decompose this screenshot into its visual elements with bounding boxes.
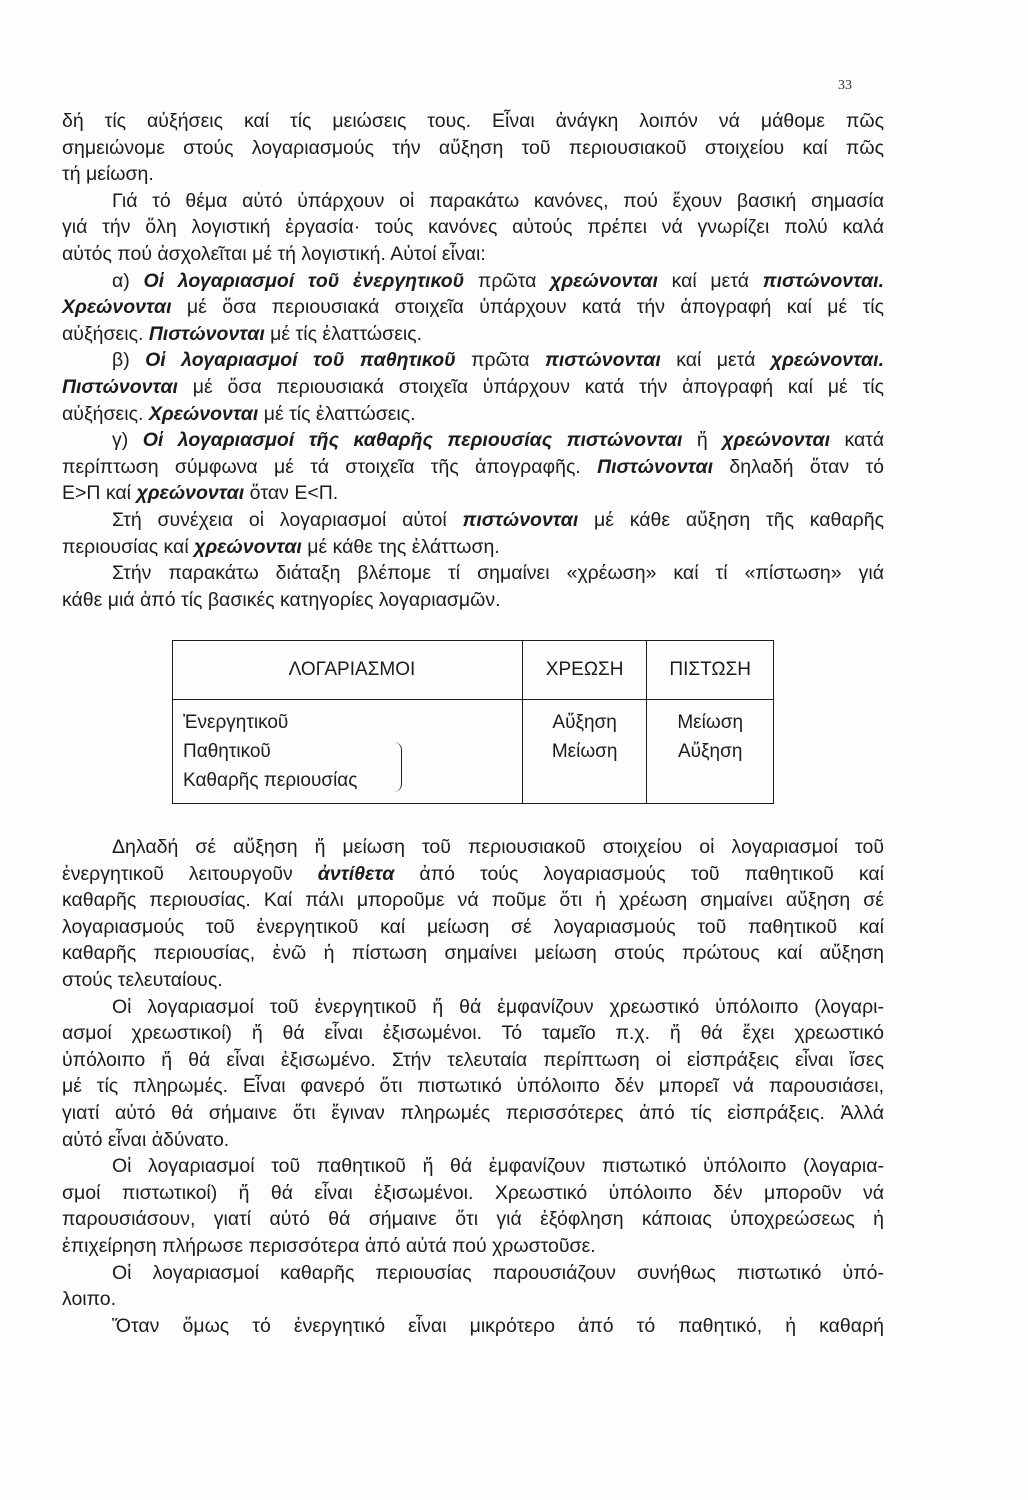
text-line xyxy=(62,347,884,374)
text-run: πρῶτα xyxy=(455,349,545,372)
accounts-table xyxy=(172,640,774,804)
text-run: λογαριασμούς τοῦ ἐνεργητικοῦ καί μείωση σέ λογαριασμούς τοῦ παθητικοῦ καί xyxy=(62,915,884,938)
emphasis-text: Χρεώνονται xyxy=(148,402,259,425)
text-run: ἐπιχείρηση πλήρωσε περισσότερα ἀπό αὐτά πού χρωστοῦσε. xyxy=(62,1234,596,1257)
text-run: Οἱ λογαριασμοί καθαρῆς περιουσίας παρουσιάζουν συνήθως πιστωτικό ὑπό- xyxy=(112,1261,884,1284)
text-run: ἀπό τούς λογαριασμούς τοῦ παθητικοῦ καί xyxy=(394,862,884,885)
text-run: μέ τίς ἐλαττώσεις. xyxy=(258,402,416,425)
text-run: Στήν παρακάτω διάταξη βλέπομε τί σημαίνει «χρέωση» καί τί «πίστωση» γιά xyxy=(112,562,884,585)
text-run: μέ κάθε της ἐλάττωση. xyxy=(301,535,500,558)
text-run: ασμοί χρεωστικοί) ἤ θά εἶναι ἐξισωμένοι. Τό ταμεῖο π.χ. ἤ θά ἔχει χρεωστικό xyxy=(62,1022,884,1045)
text-run: στούς τελευταίους. xyxy=(62,968,223,991)
text-line xyxy=(62,1153,884,1180)
text-line xyxy=(62,188,884,215)
text-run: α) xyxy=(112,269,144,292)
debit-cell xyxy=(522,700,646,804)
account-liabilities: Παθητικοῦ xyxy=(183,741,271,762)
text-run: δηλαδή ὅταν τό xyxy=(713,455,884,478)
text-line xyxy=(62,861,884,888)
text-line xyxy=(62,401,884,428)
header-accounts: ΛΟΓΑΡΙΑΣΜΟΙ xyxy=(173,641,523,700)
text-run: μέ κάθε αὔξηση τῆς καθαρῆς xyxy=(578,508,885,531)
text-line xyxy=(62,1047,884,1074)
text-run: Ὅταν ὅμως τό ἐνεργητικό εἶναι μικρότερο ἀπό τό παθητικό, ἡ καθαρή xyxy=(112,1314,884,1337)
text-line xyxy=(62,887,884,914)
text-line xyxy=(62,914,884,941)
text-run: μέ ὅσα περιουσιακά στοιχεῖα ὑπάρχουν κατά τήν ἀπογραφή καί μέ τίς xyxy=(171,296,884,319)
text-line xyxy=(62,214,884,241)
credit-liabilities-networth: Αὔξηση xyxy=(677,741,743,762)
text-run: μέ τίς ἐλαττώσεις. xyxy=(264,322,423,345)
text-run: Γιά τό θέμα αὐτό ὑπάρχουν οἱ παρακάτω κανόνες, πού ἔχουν βασική σημασία xyxy=(112,189,884,212)
text-run: ἤ xyxy=(682,429,723,452)
top-paragraphs xyxy=(62,108,884,613)
text-line xyxy=(62,241,884,268)
text-line xyxy=(62,294,884,321)
table-body-row xyxy=(173,700,774,804)
text-run: γιά τήν ὅλη λογιστική ἐργασία· τούς κανόνες αὐτούς πρέπει νά γνωρίζει πολύ καλά xyxy=(62,216,884,239)
text-run: Δηλαδή σέ αὔξηση ἤ μείωση τοῦ περιουσιακοῦ στοιχείου οἱ λογαριασμοί τοῦ xyxy=(112,836,884,858)
credit-cell xyxy=(647,700,774,804)
emphasis-text: Χρεώνονται xyxy=(62,296,172,319)
text-run: λοιπο. xyxy=(62,1288,117,1311)
emphasis-text: χρεώνονται xyxy=(722,429,831,452)
text-run: καθαρῆς περιουσίας. Καί πάλι μποροῦμε νά ποῦμε ὅτι ἡ χρέωση σημαίνει αὔξηση σέ xyxy=(62,889,884,912)
text-run: αὐτός πού ἀσχολεῖται μέ τή λογιστική. Αὐτοί εἶναι: xyxy=(62,242,486,265)
text-line xyxy=(62,427,884,454)
text-run: αὐτό εἶναι ἀδύνατο. xyxy=(62,1128,230,1151)
debit-liabilities-networth: Μείωση xyxy=(551,741,618,762)
text-run: Στή συνέχεια οἱ λογαριασμοί αὐτοί xyxy=(112,508,463,531)
text-run: καί μετά xyxy=(660,349,771,372)
text-run: αὐξήσεις. xyxy=(62,402,149,425)
text-run: σημειώνομε στούς λογαριασμούς τήν αὔξηση τοῦ περιουσιακοῦ στοιχείου καί πῶς xyxy=(62,136,884,159)
text-line xyxy=(62,507,884,534)
text-run: ὑπόλοιπο ἤ θά εἶναι ἐξισωμένο. Στήν τελευταία περίπτωση οἱ εἰσπράξεις εἶναι ἴσες xyxy=(62,1048,884,1071)
brace-icon xyxy=(393,742,402,792)
text-run: σμοί πιστωτικοί) ἤ θά εἶναι ἐξισωμένοι. Χρεωστικό ὑπόλοιπο δέν μποροῦν νά xyxy=(62,1181,884,1204)
emphasis-text: ἀντίθετα xyxy=(317,862,395,885)
text-run: δή τίς αὐξήσεις καί τίς μειώσεις τους. Εἶναι ἀνάγκη λοιπόν νά μάθομε πῶς xyxy=(62,110,884,132)
text-run: τή μείωση. xyxy=(62,163,154,186)
account-net-worth: Καθαρῆς περιουσίας xyxy=(183,770,358,791)
emphasis-text: Οἱ λογαριασμοί τοῦ παθητικοῦ xyxy=(145,349,456,372)
text-run: Οἱ λογαριασμοί τοῦ παθητικοῦ ἤ θά ἐμφανίζουν πιστωτικό ὑπόλοιπο (λογαρια- xyxy=(112,1155,884,1178)
emphasis-text: πιστώνονται. xyxy=(762,269,885,292)
emphasis-text: Πιστώνονται xyxy=(597,455,714,478)
text-line xyxy=(62,1127,884,1154)
text-line xyxy=(62,834,884,861)
text-run: καθαρῆς περιουσίας, ἐνῶ ἡ πίστωση σημαίνει μείωση στούς πρώτους καί αὔξηση xyxy=(62,942,884,965)
text-line xyxy=(62,454,884,481)
text-run: αὐξήσεις. xyxy=(62,322,149,345)
text-line xyxy=(62,967,884,994)
header-credit: ΠΙΣΤΩΣΗ xyxy=(647,641,774,700)
text-line xyxy=(62,374,884,401)
text-run: γιατί αὐτό θά σήμαινε ὅτι ἔγιναν πληρωμές περισσότερες ἀπό τίς εἰσπράξεις. Ἀλλά xyxy=(62,1101,884,1124)
header-debit: ΧΡΕΩΣΗ xyxy=(522,641,646,700)
text-line xyxy=(62,161,884,188)
table-header-row xyxy=(173,641,774,700)
text-line xyxy=(62,268,884,295)
text-run: Ε>Π καί xyxy=(62,482,137,505)
text-run: κατά xyxy=(830,429,884,452)
text-run: καί μετά xyxy=(657,269,763,292)
text-line xyxy=(62,108,884,135)
text-line xyxy=(62,994,884,1021)
page-number: 33 xyxy=(838,78,852,93)
text-line xyxy=(62,1233,884,1260)
text-run: μέ τίς πληρωμές. Εἶναι φανερό ὅτι πιστωτικό ὑπόλοιπο δέν μπορεῖ νά παρουσιάσει, xyxy=(62,1075,884,1098)
text-run: περίπτωση σύμφωνα μέ τά στοιχεῖα τῆς ἀπογραφῆς. xyxy=(62,455,598,478)
text-line xyxy=(62,1286,884,1313)
text-line xyxy=(62,940,884,967)
emphasis-text: πιστώνονται xyxy=(462,508,579,531)
emphasis-text: χρεώνονται xyxy=(136,482,245,505)
text-run: περιουσίας καί xyxy=(62,535,195,558)
text-run: πρῶτα xyxy=(464,269,551,292)
text-run: Οἱ λογαριασμοί τοῦ ἐνεργητικοῦ ἤ θά ἐμφανίζουν χρεωστικό ὑπόλοιπο (λογαρι- xyxy=(112,995,884,1018)
text-line xyxy=(62,1260,884,1287)
bottom-paragraphs xyxy=(62,834,884,1339)
text-line xyxy=(62,1020,884,1047)
emphasis-text: Οἱ λογαριασμοί τῆς καθαρῆς περιουσίας πιστώνονται xyxy=(142,429,683,452)
accounts-list xyxy=(183,708,521,795)
text-run: β) xyxy=(112,349,146,372)
text-run: ἐνεργητικοῦ λειτουργοῦν xyxy=(62,862,318,885)
credit-assets: Μείωση xyxy=(677,712,744,733)
emphasis-text: χρεώνονται. xyxy=(770,349,884,372)
account-assets: Ἐνεργητικοῦ xyxy=(183,712,289,733)
text-line xyxy=(62,321,884,348)
text-line xyxy=(62,587,884,614)
emphasis-text: πιστώνονται xyxy=(544,349,661,372)
text-line xyxy=(62,1313,884,1340)
text-line xyxy=(62,1206,884,1233)
emphasis-text: Οἱ λογαριασμοί τοῦ ἐνεργητικοῦ xyxy=(143,269,465,292)
text-line xyxy=(62,480,884,507)
emphasis-text: Πιστώνονται xyxy=(62,375,178,398)
text-run: παρουσιάσουν, γιατί αὐτό θά σήμαινε ὅτι γιά ἐξόφληση κάποιας ὑποχρεώσεως ἡ xyxy=(62,1208,884,1231)
text-run: κάθε μιά ἀπό τίς βασικές κατηγορίες λογαριασμῶν. xyxy=(62,588,501,611)
text-line xyxy=(62,1180,884,1207)
emphasis-text: Πιστώνονται xyxy=(148,322,265,345)
text-line xyxy=(62,560,884,587)
text-line xyxy=(62,1073,884,1100)
emphasis-text: χρεώνονται xyxy=(550,269,658,292)
text-run: μέ ὅσα περιουσιακά στοιχεῖα ὑπάρχουν κατά τήν ἀπογραφή καί μέ τίς xyxy=(177,375,884,398)
text-line xyxy=(62,534,884,561)
emphasis-text: χρεώνονται xyxy=(194,535,302,558)
accounts-cell xyxy=(173,700,523,804)
text-line xyxy=(62,1100,884,1127)
text-line xyxy=(62,135,884,162)
debit-assets: Αὔξηση xyxy=(552,712,617,733)
text-run: γ) xyxy=(112,429,143,452)
text-run: ὅταν Ε<Π. xyxy=(244,482,339,505)
